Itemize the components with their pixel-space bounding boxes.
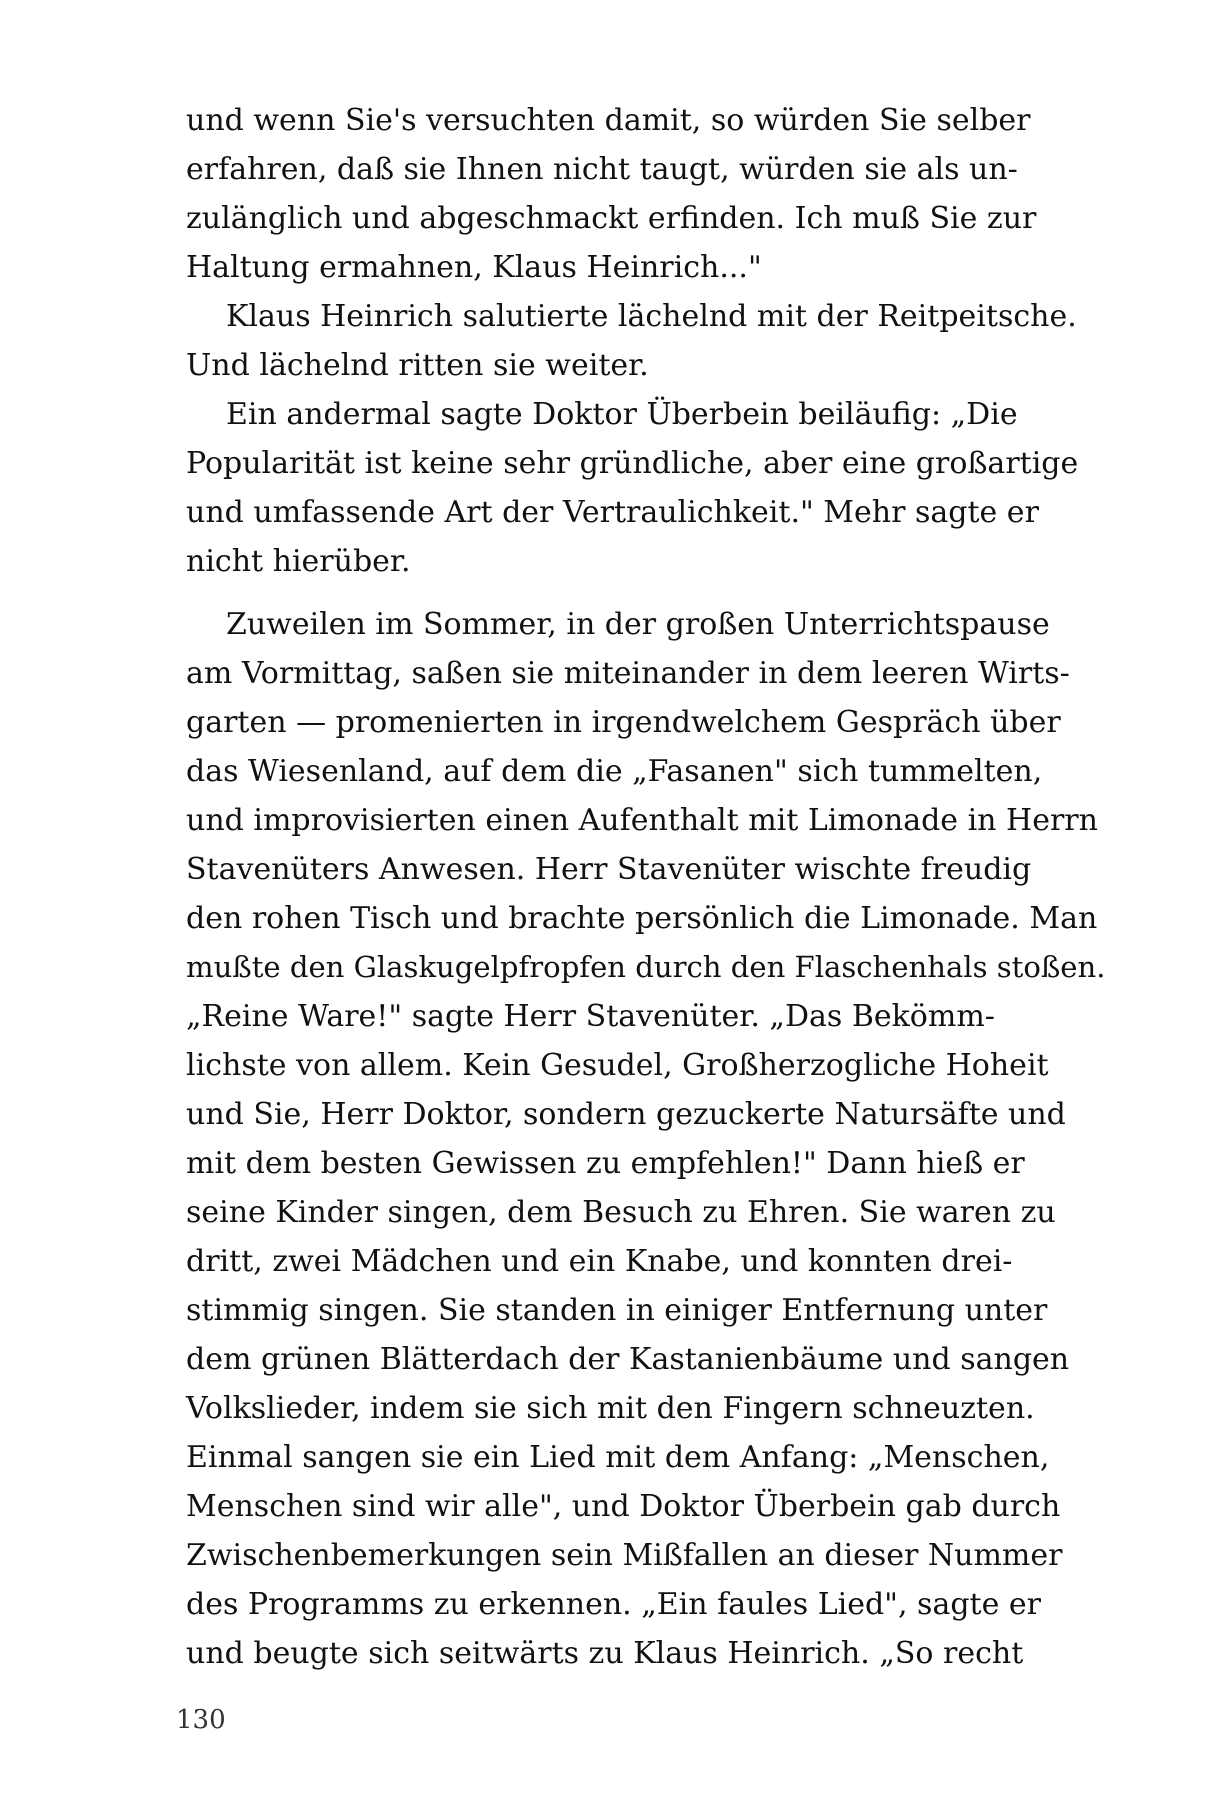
text-line: Haltung ermahnen, Klaus Heinrich..." [186,250,762,285]
text-line: nicht hierüber. [186,544,411,579]
text-line: mußte den Glaskugelpfropfen durch den Flaschenhals stoßen. [186,950,1106,984]
text-line: das Wiesenland, auf dem die „Fasanen" sich tummelten, [186,754,1043,789]
text-line: dem grünen Blätterdach der Kastanienbäume und sangen [186,1342,1070,1377]
paragraph-first-line: Ein andermal sagte Doktor Überbein beiläufig: „Die [226,397,1018,432]
paragraph-first-line: Klaus Heinrich salutierte lächelnd mit der Reitpeitsche. [226,299,1077,334]
text-line: und wenn Sie's versuchten damit, so würden Sie selber [186,103,1031,138]
text-line: lichste von allem. Kein Gesudel, Großherzogliche Hoheit [186,1048,1049,1083]
text-line: garten — promenierten in irgendwelchem Gespräch über [186,705,1061,740]
text-line: und umfassende Art der Vertraulichkeit." Mehr sagte er [186,495,1039,530]
text-line: mit dem besten Gewissen zu empfehlen!" Dann hieß er [186,1146,1025,1181]
text-line: und beugte sich seitwärts zu Klaus Heinrich. „So recht [186,1636,1024,1671]
text-line: Stavenüters Anwesen. Herr Stavenüter wischte freudig [186,852,1032,887]
text-line: Zwischenbemerkungen sein Mißfallen an dieser Nummer [186,1538,1063,1573]
page-number: 130 [176,1705,226,1735]
text-line: des Programms zu erkennen. „Ein faules Lied", sagte er [186,1587,1041,1622]
text-line: Einmal sangen sie ein Lied mit dem Anfang: „Menschen, [186,1440,1050,1475]
paragraph-first-line: Zuweilen im Sommer, in der großen Unterrichtspause [226,607,1050,642]
text-line: erfahren, daß sie Ihnen nicht taugt, würden sie als un- [186,152,1018,187]
text-line: Und lächelnd ritten sie weiter. [186,348,649,383]
text-line: stimmig singen. Sie standen in einiger Entfernung unter [186,1293,1048,1328]
text-line: dritt, zwei Mädchen und ein Knabe, und konnten drei- [186,1244,1013,1279]
text-line: Menschen sind wir alle", und Doktor Überbein gab durch [186,1489,1061,1524]
text-line: den rohen Tisch und brachte persönlich die Limonade. Man [186,901,1098,936]
text-line: und improvisierten einen Aufenthalt mit Limonade in Herrn [186,803,1098,838]
body-text [186,96,1106,1678]
text-line: seine Kinder singen, dem Besuch zu Ehren. Sie waren zu [186,1195,1056,1230]
text-line: „Reine Ware!" sagte Herr Stavenüter. „Das Bekömm- [186,999,995,1034]
text-line: und Sie, Herr Doktor, sondern gezuckerte Natursäfte und [186,1097,1066,1132]
text-line: zulänglich und abgeschmackt erfinden. Ich muß Sie zur [186,201,1037,236]
text-line: Volkslieder, indem sie sich mit den Fingern schneuzten. [186,1391,1035,1426]
text-line: am Vormittag, saßen sie miteinander in dem leeren Wirts- [186,656,1070,691]
text-line: Popularität ist keine sehr gründliche, aber eine großartige [186,446,1079,481]
